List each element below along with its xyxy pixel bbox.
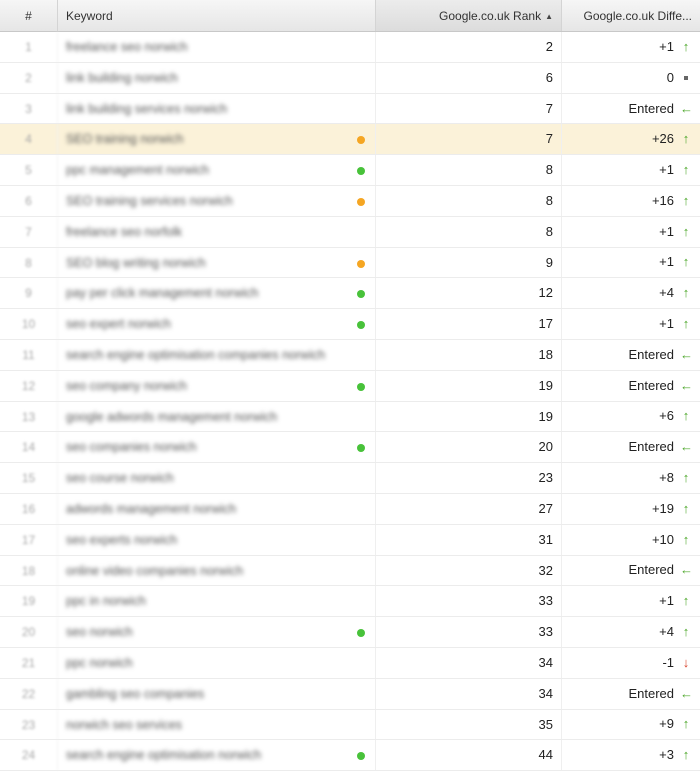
diff-value: Entered [628,377,674,393]
row-number: 20 [0,617,58,647]
row-number: 14 [0,432,58,462]
sort-ascending-icon: ▲ [545,11,553,21]
diff-cell [562,463,700,493]
row-number: 8 [0,248,58,278]
arrow-up-icon: ↑ [682,254,690,270]
table-row[interactable] [0,740,700,771]
keyword-cell [58,63,376,93]
table-row[interactable] [0,679,700,710]
keyword-cell [58,494,376,524]
diff-value: +9 [659,716,674,732]
keyword-cell [58,617,376,647]
row-number: 6 [0,186,58,216]
keyword-cell [58,679,376,709]
row-number: 10 [0,309,58,339]
diff-cell [562,248,700,278]
keyword-text: pay per click management norwich [66,286,259,301]
keyword-cell [58,402,376,432]
table-row[interactable] [0,617,700,648]
arrow-left-icon: ← [680,100,693,116]
table-row[interactable] [0,340,700,371]
rank-cell: 19 [376,402,562,432]
keyword-text: SEO training services norwich [66,193,233,208]
arrow-up-icon: ↑ [682,192,690,208]
table-row[interactable] [0,494,700,525]
keyword-text: ppc management norwich [66,163,210,178]
keyword-cell [58,525,376,555]
table-row[interactable] [0,309,700,340]
keyword-text: SEO training norwich [66,132,184,147]
keyword-text: freelance seo norwich [66,40,188,54]
keyword-cell [58,710,376,740]
row-number: 5 [0,155,58,185]
keyword-text: ppc in norwich [66,594,146,609]
arrow-up-icon: ↑ [682,285,690,301]
table-row[interactable] [0,432,700,463]
keyword-cell [58,94,376,124]
arrow-up-icon: ↑ [682,408,690,424]
table-row[interactable] [0,371,700,402]
rank-cell: 9 [376,248,562,278]
diff-value: +4 [659,285,674,301]
diff-value: +10 [651,531,674,547]
diff-cell [562,648,700,678]
arrow-up-icon: ↑ [682,316,690,332]
green-status-dot-icon [357,444,365,452]
arrow-up-icon: ↑ [682,624,690,640]
diff-cell [562,309,700,339]
arrow-up-icon: ↑ [682,747,690,763]
diff-value: +1 [659,38,674,54]
diff-cell [562,556,700,586]
arrow-up-icon: ↑ [682,470,690,486]
row-number: 24 [0,740,58,770]
diff-cell [562,155,700,185]
arrow-left-icon: ← [680,439,693,455]
green-status-dot-icon [357,321,365,329]
row-number: 18 [0,556,58,586]
keyword-text: ppc norwich [66,655,133,670]
keyword-text: google adwords management norwich [66,409,278,424]
keyword-text: seo norwich [66,625,133,640]
keyword-text: seo company norwich [66,378,187,393]
diff-cell [562,186,700,216]
rank-cell: 18 [376,340,562,370]
diff-value: Entered [628,439,674,455]
keyword-cell [58,432,376,462]
table-row[interactable] [0,186,700,217]
rank-cell: 8 [376,217,562,247]
table-row[interactable] [0,278,700,309]
keyword-text: search engine optimisation norwich [66,748,262,763]
row-number: 23 [0,710,58,740]
table-header [0,0,700,32]
diff-value: +19 [651,500,674,516]
rank-cell: 19 [376,371,562,401]
arrow-up-icon: ↑ [682,38,690,54]
diff-cell [562,494,700,524]
column-header-rank[interactable] [376,0,562,31]
arrow-left-icon: ← [680,562,693,578]
orange-status-dot-icon [357,198,365,206]
table-row[interactable] [0,710,700,741]
diff-cell [562,371,700,401]
table-row[interactable] [0,217,700,248]
keyword-text: seo companies norwich [66,440,197,455]
arrow-left-icon: ← [680,685,693,701]
row-number: 12 [0,371,58,401]
keyword-cell [58,309,376,339]
green-status-dot-icon [357,383,365,391]
table-row[interactable] [0,556,700,587]
diff-value: +4 [659,624,674,640]
rank-cell: 33 [376,586,562,616]
column-header-diff[interactable]: Google.co.uk Diffe... [583,9,692,23]
diff-cell [562,740,700,770]
keyword-cell [58,186,376,216]
rank-cell: 44 [376,740,562,770]
row-number: 22 [0,679,58,709]
row-number: 1 [0,32,58,62]
column-header-rank-label: Google.co.uk Rank [439,9,542,23]
no-change-icon [680,63,692,93]
table-row[interactable] [0,586,700,617]
diff-value: +1 [659,593,674,609]
rank-cell: 2 [376,32,562,62]
row-number: 21 [0,648,58,678]
table-row[interactable] [0,94,700,125]
rank-cell: 7 [376,124,562,154]
arrow-up-icon: ↑ [682,500,690,516]
arrow-up-icon: ↑ [682,162,690,178]
keyword-text: seo expert norwich [66,317,171,332]
keyword-cell [58,124,376,154]
diff-value: -1 [662,654,674,670]
table-row[interactable] [0,155,700,186]
rank-cell: 23 [376,463,562,493]
diff-cell [562,94,700,124]
arrow-left-icon: ← [680,377,693,393]
diff-value: +3 [659,747,674,763]
green-status-dot-icon [357,629,365,637]
diff-cell [562,32,700,62]
row-number: 19 [0,586,58,616]
rank-cell: 32 [376,556,562,586]
arrow-left-icon: ← [680,346,693,362]
rank-cell: 6 [376,63,562,93]
diff-cell [562,432,700,462]
rank-cell: 20 [376,432,562,462]
arrow-up-icon: ↑ [682,131,690,147]
keyword-cell [58,248,376,278]
diff-cell [562,278,700,308]
diff-value: +1 [659,223,674,239]
diff-value: +26 [651,131,674,147]
orange-status-dot-icon [357,260,365,268]
keyword-cell [58,740,376,770]
keyword-text: seo experts norwich [66,532,178,547]
keyword-text: link building norwich [66,70,178,85]
rank-cell: 8 [376,155,562,185]
table-row[interactable] [0,63,700,94]
keyword-text: online video companies norwich [66,563,244,578]
diff-value: +16 [651,192,674,208]
table-row[interactable] [0,402,700,433]
keyword-cell [58,648,376,678]
keyword-text: search engine optimisation companies norwich [66,347,326,362]
rank-cell: 12 [376,278,562,308]
diff-value: +1 [659,162,674,178]
row-number: 13 [0,402,58,432]
row-number: 2 [0,63,58,93]
arrow-down-icon: ↓ [682,654,690,670]
diff-cell [562,124,700,154]
keyword-text: gambling seo companies [66,686,205,701]
keyword-text: freelance seo norfolk [66,224,183,239]
rank-cell: 31 [376,525,562,555]
table-body [0,32,700,771]
diff-value: Entered [628,685,674,701]
keyword-text: seo course norwich [66,471,174,486]
green-status-dot-icon [357,752,365,760]
keyword-cell [58,340,376,370]
row-number: 11 [0,340,58,370]
rank-cell: 17 [376,309,562,339]
diff-cell [562,710,700,740]
diff-value: 0 [666,69,674,85]
diff-value: +8 [659,470,674,486]
rank-cell: 8 [376,186,562,216]
keyword-text: adwords management norwich [66,501,237,516]
keyword-cell [58,278,376,308]
arrow-up-icon: ↑ [682,531,690,547]
keyword-cell [58,155,376,185]
diff-cell [562,63,700,93]
diff-value: +1 [659,254,674,270]
rank-cell: 7 [376,94,562,124]
row-number: 7 [0,217,58,247]
diff-cell [562,525,700,555]
green-status-dot-icon [357,167,365,175]
diff-cell [562,340,700,370]
arrow-up-icon: ↑ [682,716,690,732]
table-row[interactable] [0,248,700,279]
row-number: 4 [0,124,58,154]
arrow-up-icon: ↑ [682,223,690,239]
rank-cell: 34 [376,648,562,678]
rank-cell: 27 [376,494,562,524]
row-number: 3 [0,94,58,124]
diff-cell [562,586,700,616]
keyword-text: link building services norwich [66,101,228,116]
keyword-cell [58,586,376,616]
orange-status-dot-icon [357,136,365,144]
diff-cell [562,617,700,647]
keyword-cell [58,463,376,493]
diff-value: +6 [659,408,674,424]
green-status-dot-icon [357,290,365,298]
rank-cell: 34 [376,679,562,709]
diff-cell [562,217,700,247]
keyword-cell [58,371,376,401]
diff-value: Entered [628,346,674,362]
column-header-keyword[interactable]: Keyword [58,0,376,31]
rank-cell: 33 [376,617,562,647]
row-number: 9 [0,278,58,308]
table-row[interactable] [0,124,700,155]
diff-value: Entered [628,562,674,578]
diff-value: Entered [628,100,674,116]
table-row[interactable] [0,525,700,556]
keyword-text: norwich seo services [66,717,183,732]
rank-cell: 35 [376,710,562,740]
column-header-num[interactable]: # [0,0,58,31]
table-row[interactable] [0,32,700,63]
table-row[interactable] [0,463,700,494]
arrow-up-icon: ↑ [682,593,690,609]
keyword-cell [58,32,376,62]
keyword-cell [58,217,376,247]
diff-cell [562,402,700,432]
diff-cell [562,679,700,709]
keyword-text: SEO blog writing norwich [66,255,206,270]
row-number: 17 [0,525,58,555]
keyword-cell [58,556,376,586]
row-number: 15 [0,463,58,493]
row-number: 16 [0,494,58,524]
diff-value: +1 [659,316,674,332]
table-row[interactable] [0,648,700,679]
